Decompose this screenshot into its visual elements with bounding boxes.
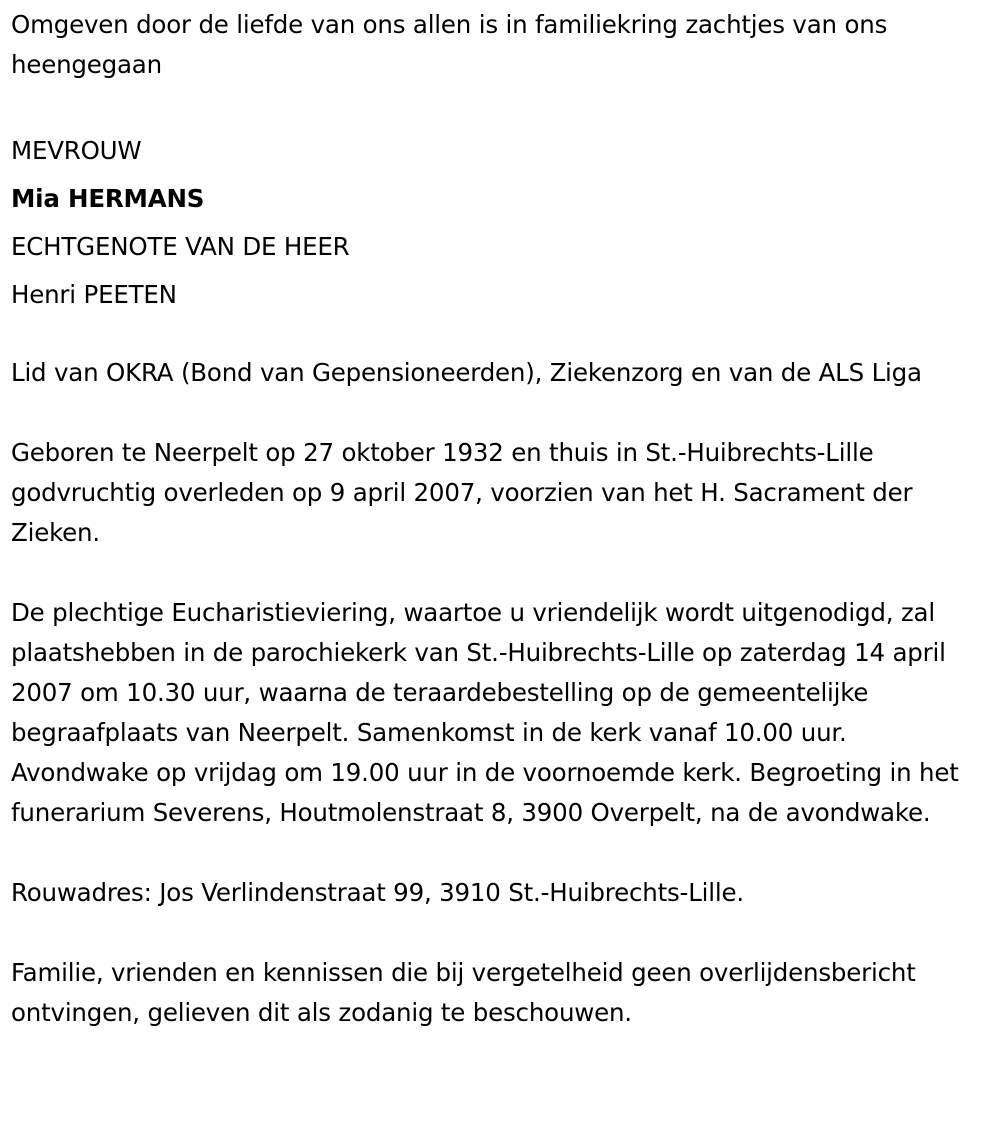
ceremony-text: De plechtige Eucharistieviering, waartoe u vriendelijk wordt uitgenodigd, zal plaatshebben in de parochiekerk van St.-Huibrechts-Lille op zaterdag 14 april 2007 om 10.30 uur, waarna de teraardebestelling op de gemeentelijke begraafplaats van Neerpelt. Samenkomst in de kerk vanaf 10.00 uur. Avondwake op vrijdag om 19.00 uur in de voornoemde kerk. Begroeting in het funerarium Severens, Houtmolenstraat 8, 3900 Overpelt, na de avondwake. [11,598,959,827]
spacer [11,85,990,125]
spacer [11,833,990,873]
spacer [11,319,990,353]
spacer [11,913,990,953]
closing-text: Familie, vrienden en kennissen die bij vergetelheid geen overlijdensbericht ontvingen, gelieven dit als zodanig te beschouwen. [11,958,916,1027]
spacer [11,553,990,593]
membership-text: Lid van OKRA (Bond van Gepensioneerden), Ziekenzorg en van de ALS Liga [11,358,922,387]
spacer [11,393,990,433]
address-text: Rouwadres: Jos Verlindenstraat 99, 3910 St.-Huibrechts-Lille. [11,878,744,907]
name-block [11,127,990,319]
spouse-name: Henri PEETEN [11,280,177,309]
deceased-name: Mia HERMANS [11,184,205,213]
birth-death-text: Geboren te Neerpelt op 27 oktober 1932 en thuis in St.-Huibrechts-Lille godvruchtig overleden op 9 april 2007, voorzien van het H. Sacrament der Zieken. [11,438,913,547]
title-prefix: MEVROUW [11,136,142,165]
spouse-label: ECHTGENOTE VAN DE HEER [11,232,350,261]
intro-text: Omgeven door de liefde van ons allen is in familiekring zachtjes van ons heengegaan [11,10,888,79]
